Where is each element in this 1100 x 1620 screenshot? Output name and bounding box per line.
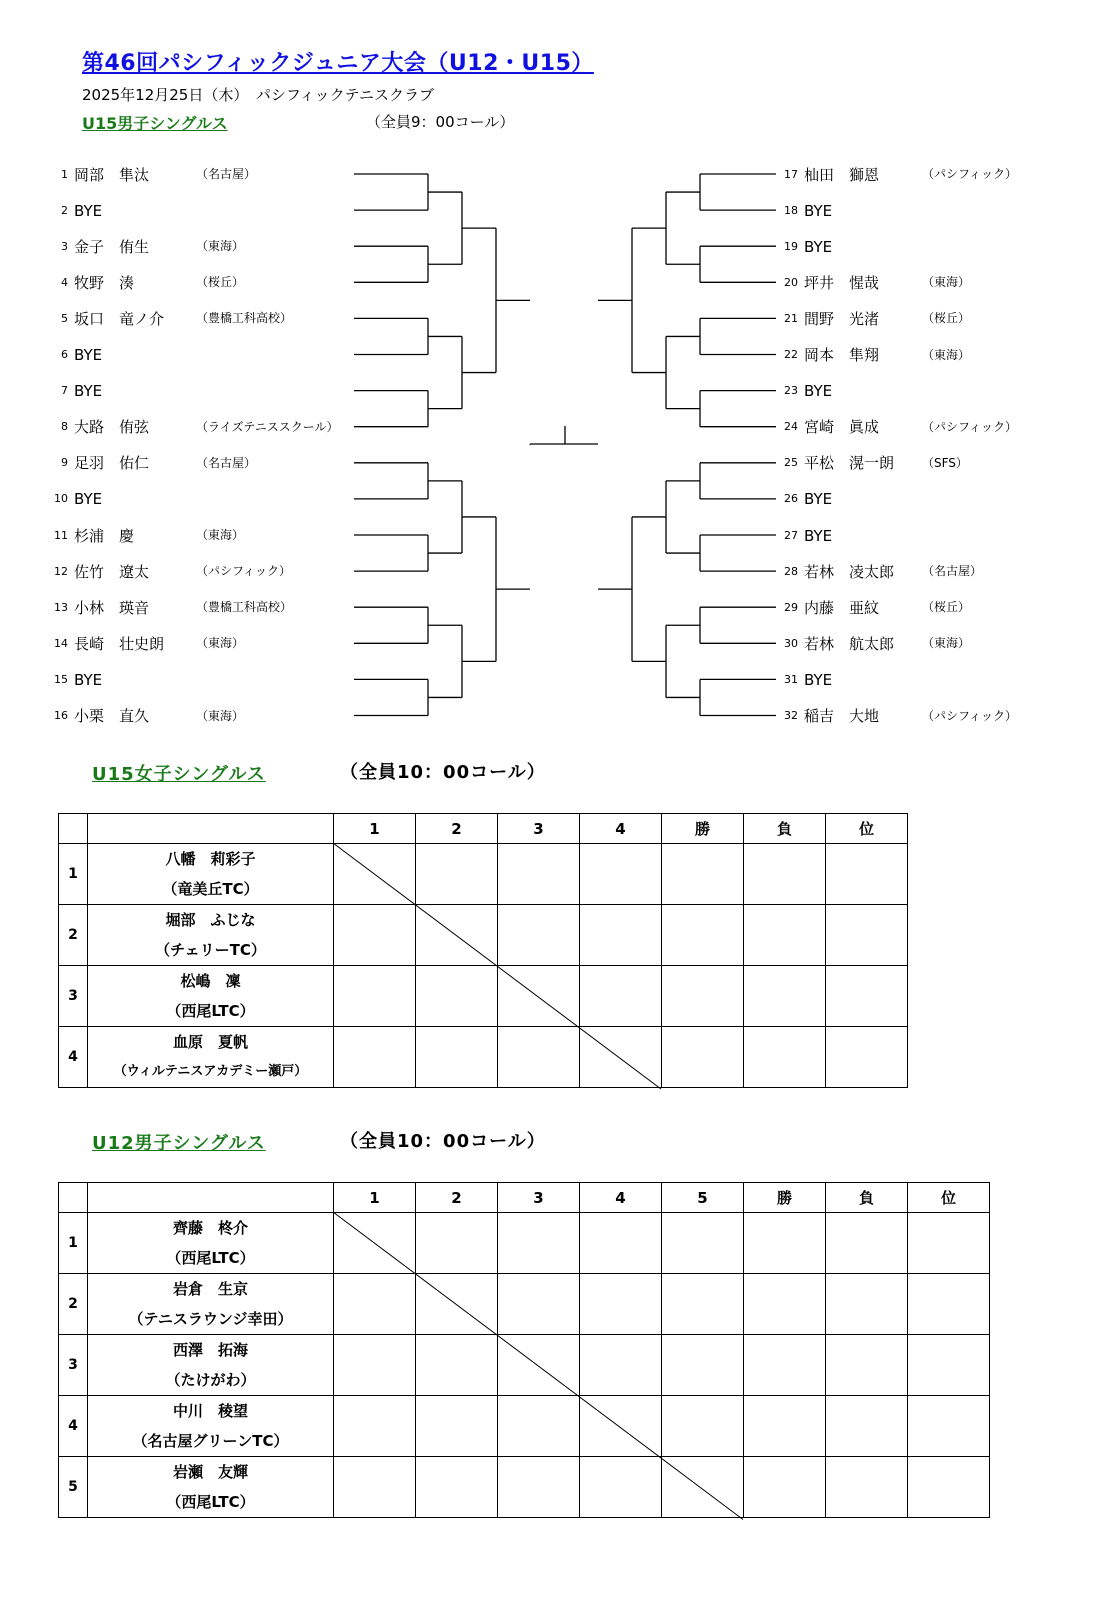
- draw-number: 20: [784, 275, 798, 289]
- player-name: BYE: [74, 490, 103, 509]
- score-cell[interactable]: [908, 1274, 990, 1335]
- score-cell[interactable]: [334, 1335, 416, 1396]
- score-cell[interactable]: [498, 844, 580, 905]
- player-cell: [88, 1213, 334, 1274]
- player-club: （東海）: [196, 708, 245, 723]
- player-club: （名古屋グリーンTC）: [132, 1432, 289, 1450]
- score-cell[interactable]: [416, 1027, 498, 1088]
- player-club: （名古屋）: [922, 564, 983, 579]
- draw-number: 21: [784, 311, 798, 325]
- table-row: [59, 1335, 990, 1396]
- score-cell[interactable]: [662, 1335, 744, 1396]
- draw-number: 26: [784, 492, 798, 506]
- player-name: 佐竹 遼太: [74, 562, 150, 581]
- score-cell[interactable]: [334, 1274, 416, 1335]
- player-name: 足羽 佑仁: [74, 454, 150, 473]
- score-cell[interactable]: [334, 844, 416, 905]
- player-name: BYE: [804, 237, 833, 256]
- player-club: （ウィルテニスアカデミー瀬戸）: [113, 1064, 308, 1079]
- score-cell[interactable]: [744, 1274, 826, 1335]
- player-name: 坂口 竜ノ介: [74, 309, 165, 328]
- player-name: 八幡 莉彩子: [165, 850, 256, 868]
- score-cell[interactable]: [744, 1396, 826, 1457]
- player-name: 血原 夏帆: [172, 1033, 248, 1051]
- player-name: BYE: [74, 382, 103, 401]
- score-cell[interactable]: [744, 1457, 826, 1518]
- score-cell[interactable]: [662, 905, 744, 966]
- player-name: 岩倉 生京: [172, 1280, 248, 1298]
- draw-number: 5: [61, 311, 68, 325]
- player-name: 若林 航太郎: [804, 634, 895, 653]
- draw-number: 12: [54, 564, 68, 578]
- player-name: BYE: [804, 201, 833, 220]
- player-name: 宮崎 眞成: [804, 418, 880, 437]
- player-name: BYE: [804, 382, 833, 401]
- u15-girls-call-time: （全員10：00コール）: [340, 762, 546, 783]
- player-cell: [88, 905, 334, 966]
- score-cell[interactable]: [498, 1027, 580, 1088]
- score-cell[interactable]: [662, 1213, 744, 1274]
- seed-number: 2: [59, 905, 88, 966]
- draw-number: 19: [784, 239, 798, 253]
- score-cell[interactable]: [498, 1396, 580, 1457]
- score-cell[interactable]: [744, 905, 826, 966]
- score-cell[interactable]: [908, 1335, 990, 1396]
- player-name: 内藤 亜紋: [804, 598, 880, 617]
- column-header: 1: [334, 1183, 416, 1213]
- draw-number: 28: [784, 564, 798, 578]
- player-club: （東海）: [196, 239, 245, 254]
- player-club: （チェリーTC）: [155, 941, 266, 959]
- draw-number: 15: [54, 672, 68, 686]
- score-cell[interactable]: [744, 844, 826, 905]
- score-cell[interactable]: [826, 844, 908, 905]
- score-cell[interactable]: [908, 1457, 990, 1518]
- player-club: （桜丘）: [922, 600, 971, 615]
- score-cell[interactable]: [334, 1213, 416, 1274]
- player-name: 西澤 拓海: [172, 1341, 248, 1359]
- player-cell: [88, 1027, 334, 1088]
- draw-number: 3: [61, 239, 68, 253]
- player-name: 小林 瑛音: [74, 598, 150, 617]
- draw-number: 7: [61, 384, 68, 398]
- score-cell[interactable]: [908, 1213, 990, 1274]
- player-cell: [88, 966, 334, 1027]
- player-club: （豊橋工科高校）: [196, 600, 293, 615]
- score-cell[interactable]: [416, 1396, 498, 1457]
- player-club: （テニスラウンジ幸田）: [128, 1310, 293, 1328]
- score-cell[interactable]: [580, 1457, 662, 1518]
- name-header-cell: [88, 1183, 334, 1213]
- score-cell[interactable]: [662, 1396, 744, 1457]
- score-cell[interactable]: [744, 1027, 826, 1088]
- score-cell[interactable]: [744, 1335, 826, 1396]
- score-cell[interactable]: [826, 1457, 908, 1518]
- player-name: 牧野 湊: [74, 273, 135, 292]
- u15-boys-call-time: （全員9：00コール）: [366, 113, 515, 131]
- score-cell[interactable]: [416, 966, 498, 1027]
- draw-number: 29: [784, 600, 798, 614]
- score-cell[interactable]: [416, 1335, 498, 1396]
- player-name: 堀部 ふじな: [165, 911, 256, 929]
- score-cell[interactable]: [826, 1274, 908, 1335]
- player-name: 齊藤 柊介: [172, 1219, 248, 1237]
- player-name: 中川 稜望: [172, 1402, 248, 1420]
- player-club: （東海）: [922, 347, 971, 362]
- column-header: 3: [498, 1183, 580, 1213]
- score-cell[interactable]: [580, 905, 662, 966]
- player-club: （名古屋）: [196, 455, 257, 470]
- wins-header: 勝: [744, 1183, 826, 1213]
- player-cell: [88, 1396, 334, 1457]
- draw-number: 4: [61, 275, 68, 289]
- player-club: （西尾LTC）: [166, 1002, 255, 1020]
- score-cell[interactable]: [498, 1335, 580, 1396]
- u15-boys-title: U15男子シングルス: [82, 114, 228, 133]
- player-club: （たけがわ）: [165, 1371, 256, 1389]
- score-cell[interactable]: [826, 905, 908, 966]
- score-cell[interactable]: [662, 1274, 744, 1335]
- score-cell[interactable]: [826, 1027, 908, 1088]
- seed-number: 3: [59, 966, 88, 1027]
- u15-girls-round-robin-table: [58, 813, 908, 1088]
- draw-number: 16: [54, 709, 68, 722]
- column-header: 1: [334, 814, 416, 844]
- score-cell[interactable]: [334, 966, 416, 1027]
- event-date-venue: 2025年12月25日（木） パシフィックテニスクラブ: [82, 86, 435, 104]
- draw-number: 30: [784, 636, 798, 650]
- player-name: BYE: [74, 670, 103, 689]
- u12-boys-title: U12男子シングルス: [92, 1133, 266, 1154]
- score-cell[interactable]: [416, 1274, 498, 1335]
- score-cell[interactable]: [580, 1335, 662, 1396]
- score-cell[interactable]: [580, 1213, 662, 1274]
- page-title: 第46回パシフィックジュニア大会（U12・U15）: [82, 51, 594, 76]
- score-cell[interactable]: [662, 844, 744, 905]
- corner-cell: [59, 814, 88, 844]
- table-row: [59, 1274, 990, 1335]
- score-cell[interactable]: [334, 1396, 416, 1457]
- score-cell[interactable]: [908, 1396, 990, 1457]
- player-name: 岩瀬 友輝: [172, 1463, 248, 1481]
- player-name: 杣田 獅恩: [804, 165, 880, 184]
- column-header: 3: [498, 814, 580, 844]
- score-cell[interactable]: [334, 905, 416, 966]
- score-cell[interactable]: [498, 1213, 580, 1274]
- draw-number: 11: [54, 528, 68, 542]
- draw-number: 8: [61, 420, 68, 434]
- table-row: [59, 844, 908, 905]
- score-cell[interactable]: [662, 1457, 744, 1518]
- losses-header: 負: [744, 814, 826, 844]
- score-cell[interactable]: [416, 905, 498, 966]
- draw-number: 25: [784, 456, 798, 470]
- draw-number: 14: [54, 636, 68, 650]
- seed-number: 4: [59, 1396, 88, 1457]
- player-club: （桜丘）: [922, 311, 971, 326]
- score-cell[interactable]: [826, 1213, 908, 1274]
- player-club: （豊橋工科高校）: [196, 311, 293, 326]
- player-club: （東海）: [922, 636, 971, 651]
- score-cell[interactable]: [744, 1213, 826, 1274]
- draw-number: 9: [61, 456, 68, 470]
- score-cell[interactable]: [416, 1213, 498, 1274]
- seed-number: 1: [59, 1213, 88, 1274]
- draw-number: 27: [784, 528, 798, 542]
- u15-boys-bracket-lines: [0, 0, 1100, 760]
- player-name: BYE: [804, 490, 833, 509]
- draw-number: 6: [61, 348, 68, 361]
- table-row: [59, 905, 908, 966]
- player-club: （SFS）: [922, 455, 968, 470]
- column-header: 4: [580, 1183, 662, 1213]
- draw-number: 2: [61, 203, 68, 217]
- table-header-row: [59, 1183, 990, 1213]
- player-club: （東海）: [196, 636, 245, 651]
- score-cell[interactable]: [580, 1396, 662, 1457]
- player-name: 小栗 直久: [74, 707, 150, 725]
- score-cell[interactable]: [498, 966, 580, 1027]
- player-cell: [88, 1274, 334, 1335]
- table-header-row: [59, 814, 908, 844]
- column-header: 4: [580, 814, 662, 844]
- wins-header: 勝: [662, 814, 744, 844]
- player-name: 岡本 隼翔: [804, 346, 880, 364]
- u15-girls-title: U15女子シングルス: [92, 764, 266, 785]
- table-row: [59, 1457, 990, 1518]
- draw-number: 31: [784, 672, 798, 686]
- player-club: （パシフィック）: [196, 564, 292, 579]
- table-row: [59, 1027, 908, 1088]
- losses-header: 負: [826, 1183, 908, 1213]
- player-name: BYE: [74, 201, 103, 220]
- score-cell[interactable]: [334, 1457, 416, 1518]
- player-name: 間野 光渚: [804, 309, 880, 328]
- score-cell[interactable]: [498, 1457, 580, 1518]
- score-cell[interactable]: [416, 1457, 498, 1518]
- player-name: 長崎 壮史朗: [74, 634, 165, 653]
- draw-number: 32: [784, 709, 798, 722]
- table-row: [59, 1396, 990, 1457]
- player-club: （西尾LTC）: [166, 1249, 255, 1267]
- player-name: 若林 凌太郎: [804, 562, 895, 581]
- player-club: （名古屋）: [196, 167, 257, 181]
- score-cell[interactable]: [826, 1335, 908, 1396]
- u12-boys-call-time: （全員10：00コール）: [340, 1131, 546, 1152]
- player-club: （竜美丘TC）: [162, 880, 259, 898]
- player-club: （パシフィック）: [922, 419, 1018, 434]
- score-cell[interactable]: [334, 1027, 416, 1088]
- player-name: 岡部 隼汰: [74, 165, 150, 184]
- score-cell[interactable]: [580, 1274, 662, 1335]
- score-cell[interactable]: [744, 966, 826, 1027]
- table-row: [59, 1213, 990, 1274]
- seed-number: 3: [59, 1335, 88, 1396]
- draw-number: 24: [784, 420, 798, 434]
- score-cell[interactable]: [498, 905, 580, 966]
- draw-number: 17: [784, 167, 798, 181]
- score-cell[interactable]: [662, 966, 744, 1027]
- draw-number: 23: [784, 384, 798, 398]
- score-cell[interactable]: [580, 966, 662, 1027]
- score-cell[interactable]: [826, 966, 908, 1027]
- score-cell[interactable]: [662, 1027, 744, 1088]
- draw-number: 1: [61, 167, 68, 181]
- score-cell[interactable]: [580, 1027, 662, 1088]
- name-header-cell: [88, 814, 334, 844]
- score-cell[interactable]: [826, 1396, 908, 1457]
- table-row: [59, 966, 908, 1027]
- score-cell[interactable]: [498, 1274, 580, 1335]
- player-cell: [88, 1457, 334, 1518]
- player-club: （パシフィック）: [922, 167, 1018, 181]
- column-header: 2: [416, 814, 498, 844]
- player-club: （西尾LTC）: [166, 1493, 255, 1511]
- draw-number: 10: [54, 492, 68, 506]
- player-club: （パシフィック）: [922, 708, 1018, 723]
- score-cell[interactable]: [580, 844, 662, 905]
- player-name: 平松 滉一朗: [804, 454, 895, 473]
- seed-number: 4: [59, 1027, 88, 1088]
- player-club: （東海）: [196, 528, 245, 542]
- corner-cell: [59, 1183, 88, 1213]
- draw-number: 13: [54, 600, 68, 614]
- seed-number: 2: [59, 1274, 88, 1335]
- rank-header: 位: [826, 814, 908, 844]
- player-cell: [88, 1335, 334, 1396]
- player-name: 松嶋 凜: [180, 972, 241, 990]
- player-name: 坪井 惺哉: [804, 273, 880, 292]
- player-name: 稲吉 大地: [804, 707, 880, 725]
- player-club: （ライズテニススクール）: [196, 419, 339, 434]
- score-cell[interactable]: [416, 844, 498, 905]
- player-name: BYE: [74, 346, 103, 364]
- seed-number: 5: [59, 1457, 88, 1518]
- player-club: （桜丘）: [196, 275, 245, 290]
- player-cell: [88, 844, 334, 905]
- player-name: BYE: [804, 526, 833, 545]
- draw-number: 22: [784, 348, 798, 361]
- column-header: 5: [662, 1183, 744, 1213]
- player-club: （東海）: [922, 275, 971, 290]
- player-name: 大路 侑弦: [74, 418, 150, 437]
- u12-boys-round-robin-table: [58, 1182, 990, 1518]
- draw-number: 18: [784, 203, 798, 217]
- seed-number: 1: [59, 844, 88, 905]
- player-name: 金子 侑生: [74, 237, 150, 256]
- player-name: BYE: [804, 670, 833, 689]
- column-header: 2: [416, 1183, 498, 1213]
- player-name: 杉浦 慶: [74, 526, 135, 545]
- rank-header: 位: [908, 1183, 990, 1213]
